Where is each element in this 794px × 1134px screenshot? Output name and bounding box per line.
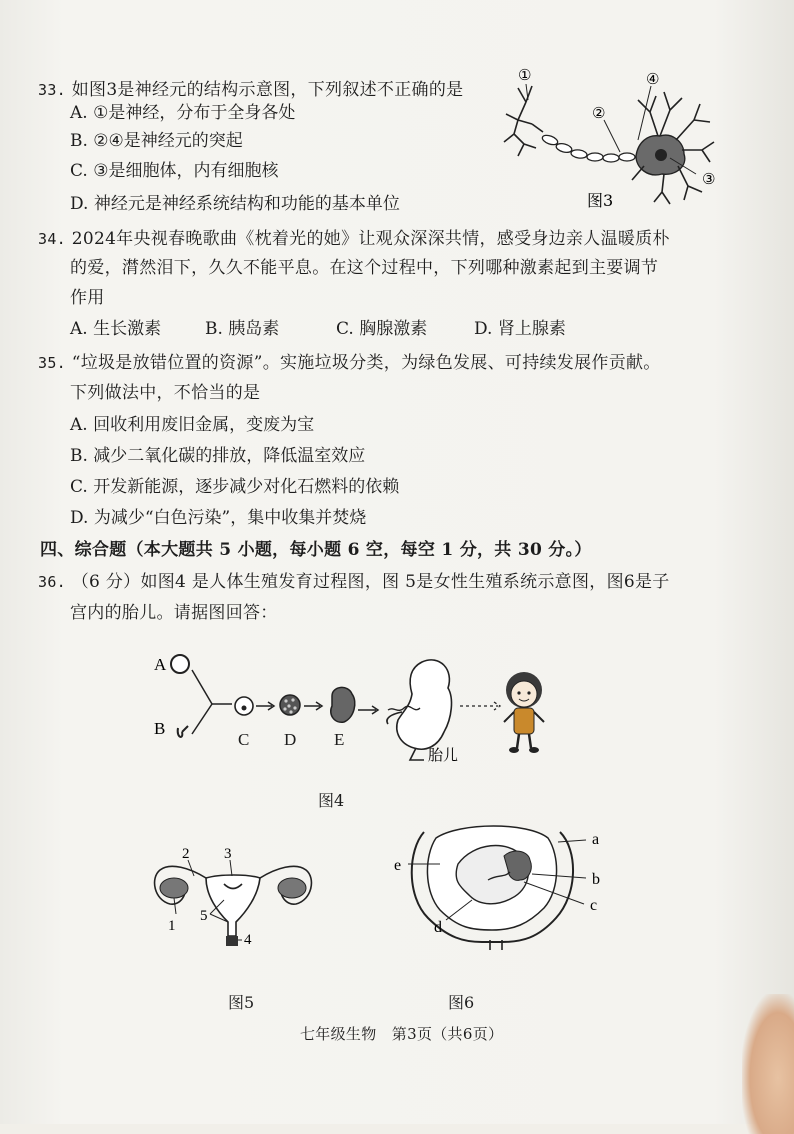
q33-number: 33. [38,81,66,99]
sperm-cell-icon [178,726,188,737]
arrow-e-to-fetus [358,706,378,714]
q34-option-b: B. 胰岛素 [205,319,280,339]
embryo-icon [331,687,355,722]
fig4-label-d: D [284,730,297,749]
fig6-fetus-in-uterus-diagram [388,820,618,950]
fig4-label-e: E [334,730,345,749]
fig4-label-b: B [154,719,166,738]
q33-option-a: A. ①是神经，分布于全身各处 [70,103,296,123]
fig4-fetus-label: 胎儿 [428,746,459,764]
q34-option-c: C. 胸腺激素 [336,319,428,339]
q33-option-d: D. 神经元是神经系统结构和功能的基本单位 [70,194,400,214]
fig4-caption: 图4 [318,791,345,810]
q34-option-a: A. 生长激素 [70,319,162,339]
fig5-label-2: 2 [182,846,190,862]
q35-option-c: C. 开发新能源，逐步减少对化石燃料的依赖 [70,477,400,497]
zygote-nucleus [242,706,247,711]
arrow-d-to-e [304,702,322,710]
arrow-fetus-to-child [460,702,500,710]
fig3-label-4: ④ [646,70,660,88]
uterus-outline [206,875,260,936]
egg-cell-icon [171,655,189,673]
q36-stem-line-1 [38,570,670,594]
page-footer: 七年级生物 第3页（共6页） [300,1025,504,1043]
q35-stem-line-1 [38,351,661,375]
q35-number: 35. [38,354,66,372]
q35-stem-line-2: 下列做法中，不恰当的是 [70,383,261,403]
left-ovary [160,878,188,898]
section4-title: 四、综合题（本大题共 5 小题，每小题 6 空，每空 1 分，共 30 分。） [40,540,592,560]
neuron-cell-body [636,135,685,175]
q35-option-b: B. 减少二氧化碳的排放，降低温室效应 [70,446,366,466]
fig5-caption: 图5 [228,993,255,1012]
q34-stem-line-3: 作用 [70,288,105,308]
fig3-label-3: ③ [702,170,716,188]
fig4-label-c: C [238,730,250,749]
q34-option-d: D. 肾上腺素 [474,319,566,339]
arrow-c-to-d [256,702,274,710]
q33-option-b: B. ②④是神经元的突起 [70,131,243,151]
q33-stem [38,78,463,102]
fig6-label-b: b [592,871,600,888]
q34-number: 34. [38,230,66,248]
fertilization-lines [192,670,212,734]
fig5-label-4: 4 [244,932,252,948]
q35-stem-text-1: “垃圾是放错位置的资源”。实施垃圾分类，为绿色发展、可持续发展作贡献。 [71,353,661,373]
fig5-label-1: 1 [168,918,176,934]
q36-number: 36. [38,573,66,591]
fig3-caption: 图3 [587,191,614,210]
q33-option-c: C. ③是细胞体，内有细胞核 [70,161,279,181]
q36-stem-line-2: 宫内的胎儿。请据图回答： [70,603,278,623]
neuron-axon-myelin [541,134,635,162]
q35-option-a: A. 回收利用废旧金属，变废为宝 [70,415,315,435]
fig6-label-d: d [434,919,442,936]
fig3-label-2: ② [592,104,606,122]
fig3-label-1: ① [518,66,532,84]
q36-stem-text-1: （6 分）如图4 是人体生殖发育过程图，图 5是女性生殖系统示意图，图6是子 [71,572,670,592]
fig6-label-e: e [394,857,402,874]
q33-stem-text: 如图3是神经元的结构示意图，下列叙述不正确的是 [71,80,464,100]
fig6-caption: 图6 [448,993,475,1012]
child-icon [504,672,544,753]
fig6-label-c: c [590,897,598,914]
finger-shadow [742,994,794,1134]
fig5-label-5: 5 [200,908,208,924]
fig5-female-reproductive-diagram [140,840,320,960]
q34-stem-text-1: 2024年央视春晚歌曲《枕着光的她》让观众深深共情，感受身边亲人温暖质朴 [71,229,670,249]
q35-option-d: D. 为减少“白色污染”，集中收集并焚烧 [70,508,367,528]
fig4-label-a: A [154,655,167,674]
fig6-label-a: a [592,831,600,848]
q34-stem-line-1 [38,227,670,251]
neuron-terminal-branches [504,86,543,156]
vagina [226,936,238,946]
fig4-development-diagram [148,648,558,768]
right-ovary [278,878,306,898]
q34-stem-line-2: 的爱，潸然泪下，久久不能平息。在这个过程中，下列哪种激素起到主要调节 [70,258,659,278]
fig3-neuron-diagram [488,62,720,212]
fig5-label-3: 3 [224,846,232,862]
